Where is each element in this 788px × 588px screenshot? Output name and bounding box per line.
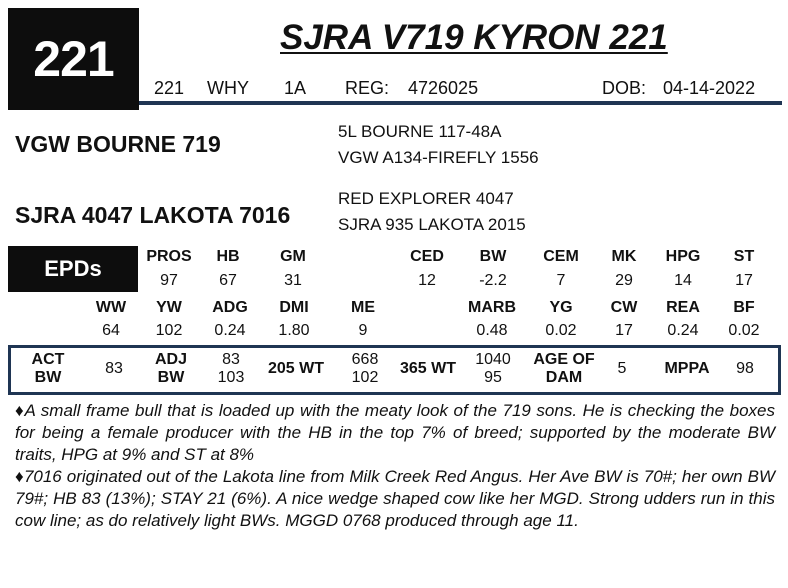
sire-name: VGW BOURNE 719 [15, 131, 221, 157]
epd-value-bf: 0.02 [728, 322, 760, 339]
adj-bw-value-2: 103 [217, 369, 245, 386]
dam-sire: RED EXPLORER 4047 [338, 189, 514, 208]
act-bw-label-2: BW [34, 369, 62, 386]
epd-value-yw: 102 [155, 322, 183, 339]
mppa-label: MPPA [664, 360, 710, 377]
epd-value-adg: 0.24 [214, 322, 246, 339]
tag-number: 221 [154, 78, 185, 98]
note-dam: ♦7016 originated out of the Lakota line from Milk Creek Red Angus. Her Ave BW is 70#; her own BW 79#; HB 83 (13%); STAY 21 (6%). A nice wedge shaped cow like her MGD. Strong udders run in this cow line; as do relatively light BWs. MGGD 0768 produced through age 11. [15, 467, 775, 530]
wt365-label: 365 WT [399, 360, 456, 377]
epd-value-gm: 31 [284, 272, 302, 289]
breed-type: WHY [207, 78, 249, 98]
epd-value-cw: 17 [615, 322, 633, 339]
wt365-value-1: 1040 [475, 351, 511, 368]
epd-value-me: 9 [358, 322, 368, 339]
animal-name: SJRA V719 KYRON 221 [280, 18, 668, 57]
epd-header-cw: CW [610, 299, 638, 316]
epd-value-st: 17 [735, 272, 753, 289]
notes [15, 400, 775, 532]
epd-header-bw: BW [479, 248, 507, 265]
epd-header-pros: PROS [146, 248, 192, 265]
sire-sire: 5L BOURNE 117-48A [338, 122, 502, 141]
sire-dam: VGW A134-FIREFLY 1556 [338, 148, 539, 167]
epd-value-bw: -2.2 [479, 272, 507, 289]
epd-value-ww: 64 [102, 322, 120, 339]
act-bw-value: 83 [105, 360, 123, 377]
adj-bw-label-2: BW [157, 369, 185, 386]
lot-number: 221 [33, 31, 114, 87]
epd-value-hb: 67 [219, 272, 237, 289]
epd-header-dmi: DMI [279, 299, 309, 316]
mppa-value: 98 [736, 360, 754, 377]
epd-header-ww: WW [95, 299, 127, 316]
epd-header-hb: HB [216, 248, 240, 265]
epd-label: EPDs [44, 256, 102, 281]
performance-box [8, 345, 781, 395]
epd-header-rea: REA [666, 299, 700, 316]
wt205-value-2: 102 [351, 369, 379, 386]
epd-value-rea: 0.24 [667, 322, 699, 339]
epd-header-adg: ADG [212, 299, 248, 316]
dob-value: 04-14-2022 [663, 78, 756, 98]
age-of-dam-label-2: DAM [545, 369, 583, 386]
reg-number: 4726025 [408, 78, 479, 98]
epd-value-yg: 0.02 [545, 322, 577, 339]
wt205-value-1: 668 [351, 351, 379, 368]
dam-dam: SJRA 935 LAKOTA 2015 [338, 215, 526, 234]
adj-bw-value-1: 83 [222, 351, 240, 368]
age-of-dam-label-1: AGE OF [533, 351, 595, 368]
age-of-dam-value: 5 [617, 360, 627, 377]
epd-header-st: ST [733, 248, 755, 265]
epd-header-gm: GM [280, 248, 306, 265]
lot-number-box [8, 8, 139, 110]
epd-value-mk: 29 [615, 272, 633, 289]
epd-header-bf: BF [733, 299, 755, 316]
epd-header-yg: YG [549, 299, 573, 316]
epd-header-hpg: HPG [665, 248, 701, 265]
reg-label: REG: [345, 78, 390, 98]
epd-header-ced: CED [410, 248, 444, 265]
epd-header-yw: YW [156, 299, 182, 316]
note-bull: ♦A small frame bull that is loaded up with the meaty look of the 719 sons. He is checking the boxes for being a female producer with the HB in the top 7% of breed; supported by the moderate BW traits, HPG at 9% and ST at 8% [15, 401, 775, 464]
epd-value-marb: 0.48 [476, 322, 508, 339]
epd-value-dmi: 1.80 [278, 322, 310, 339]
act-bw-label-1: ACT [31, 351, 65, 368]
epd-header-me: ME [351, 299, 375, 316]
epd-value-pros: 97 [160, 272, 178, 289]
wt365-value-2: 95 [484, 369, 502, 386]
wt205-label: 205 WT [267, 360, 324, 377]
dob-label: DOB: [602, 78, 647, 98]
epd-label-box [8, 246, 138, 292]
dam-name: SJRA 4047 LAKOTA 7016 [15, 202, 291, 228]
epd-value-hpg: 14 [674, 272, 692, 289]
header-rule [139, 101, 782, 105]
epd-value-ced: 12 [418, 272, 436, 289]
epd-header-cem: CEM [543, 248, 579, 265]
epd-header-mk: MK [611, 248, 637, 265]
epd-header-marb: MARB [468, 299, 516, 316]
class-code: 1A [284, 78, 307, 98]
adj-bw-label-1: ADJ [154, 351, 187, 368]
epd-value-cem: 7 [556, 272, 566, 289]
